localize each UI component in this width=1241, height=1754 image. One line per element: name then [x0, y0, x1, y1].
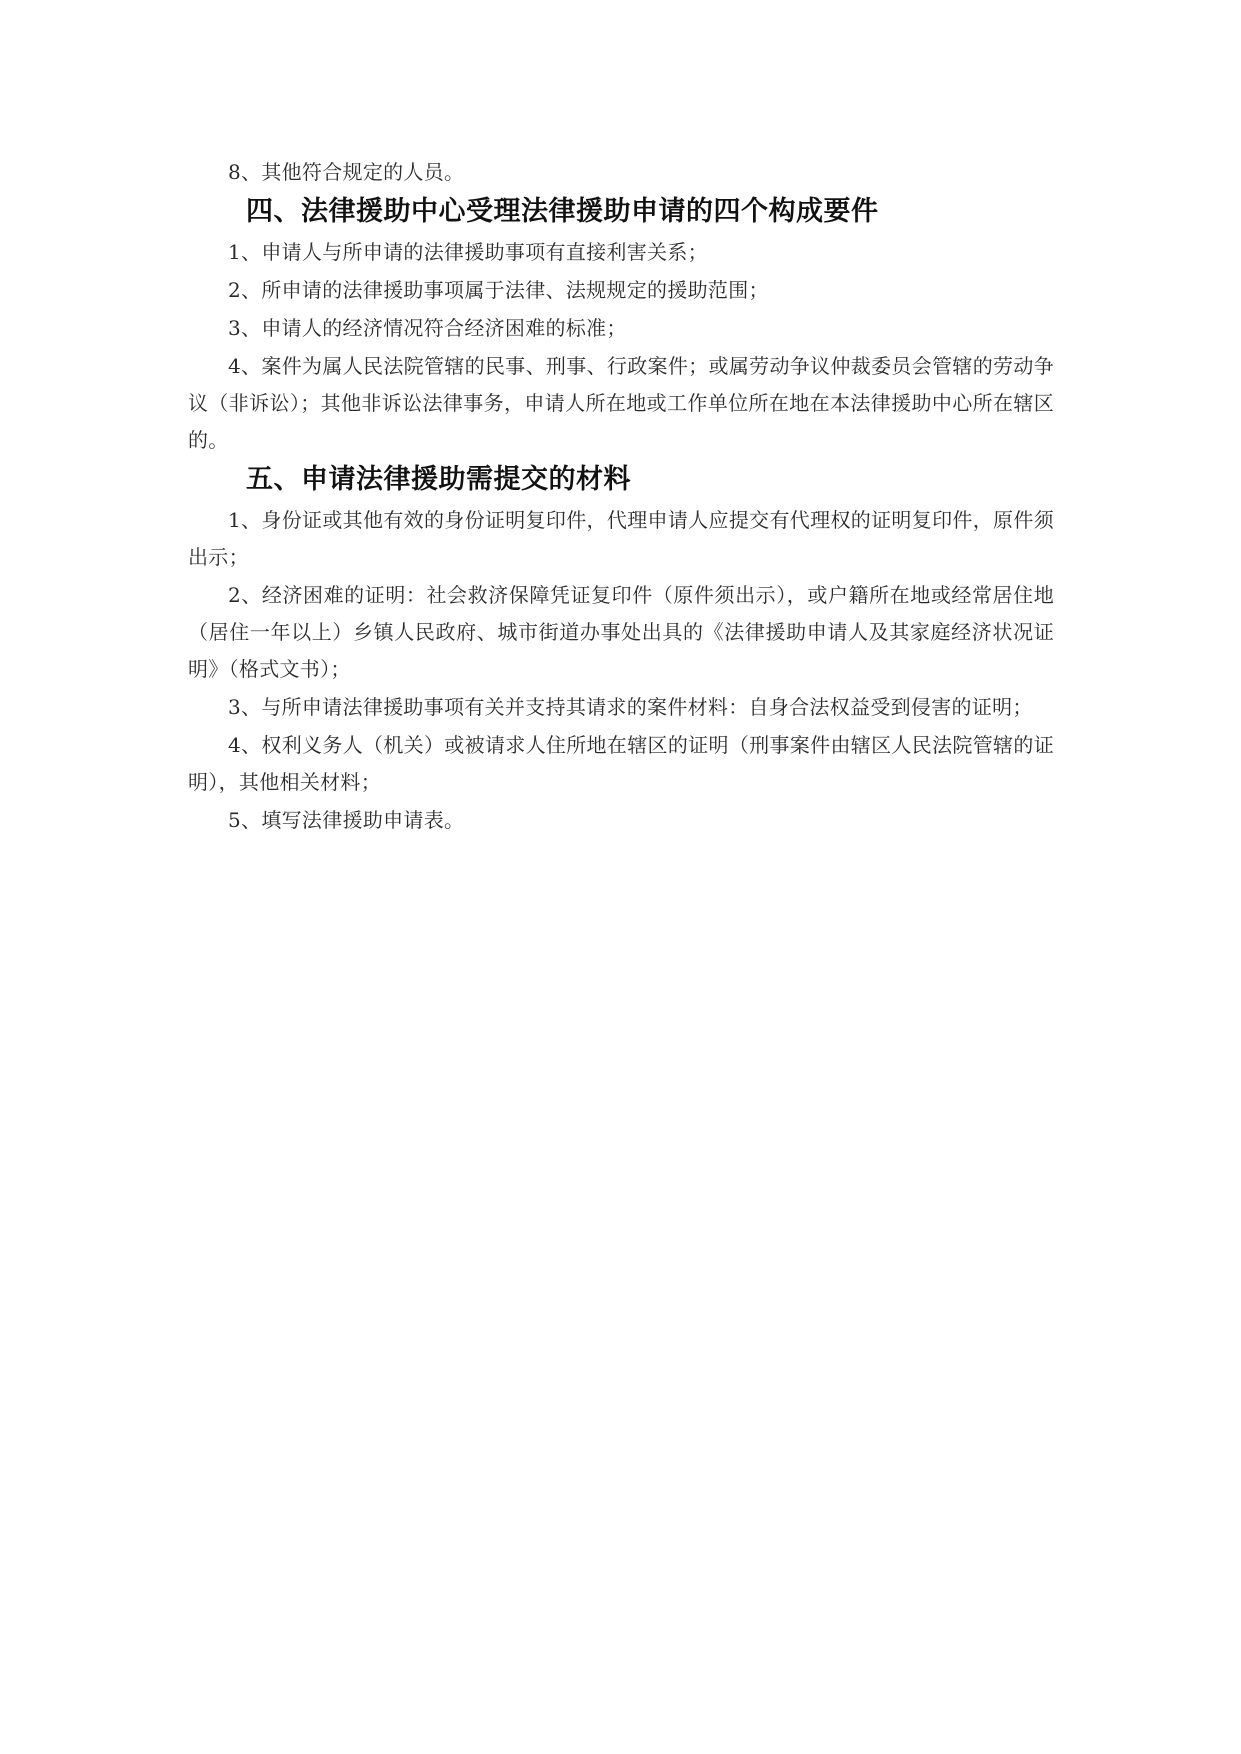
section-heading-5: 五、申请法律援助需提交的材料	[246, 464, 631, 495]
section-heading-4: 四、法律援助中心受理法律援助申请的四个构成要件	[246, 196, 879, 227]
list-item: 3、与所申请法律援助事项有关并支持其请求的案件材料：自身合法权益受到侵害的证明；	[228, 695, 1033, 719]
list-item: 1、身份证或其他有效的身份证明复印件，代理申请人应提交有代理权的证明复印件，原件须出示；	[188, 508, 1054, 569]
list-item: 2、经济困难的证明：社会救济保障凭证复印件（原件须出示），或户籍所在地或经常居住地（居住一年以上）乡镇人民政府、城市街道办事处出具的《法律援助申请人及其家庭经济状况证明》（格式文书）；	[188, 583, 1054, 681]
list-item: 3、申请人的经济情况符合经济困难的标准；	[228, 316, 627, 340]
document-body	[188, 154, 1054, 840]
list-item: 4、案件为属人民法院管辖的民事、刑事、行政案件；或属劳动争议仲裁委员会管辖的劳动争议（非诉讼）；其他非诉讼法律事务，申请人所在地或工作单位所在地在本法律援助中心所在辖区的。	[188, 354, 1054, 452]
list-item: 8、其他符合规定的人员。	[228, 160, 465, 184]
list-item: 4、权利义务人（机关）或被请求人住所地在辖区的证明（刑事案件由辖区人民法院管辖的证明），其他相关材料；	[188, 733, 1054, 794]
list-item: 1、申请人与所申请的法律援助事项有直接利害关系；	[228, 240, 708, 264]
list-item: 2、所申请的法律援助事项属于法律、法规规定的援助范围；	[228, 278, 769, 302]
list-item: 5、填写法律援助申请表。	[228, 808, 465, 832]
